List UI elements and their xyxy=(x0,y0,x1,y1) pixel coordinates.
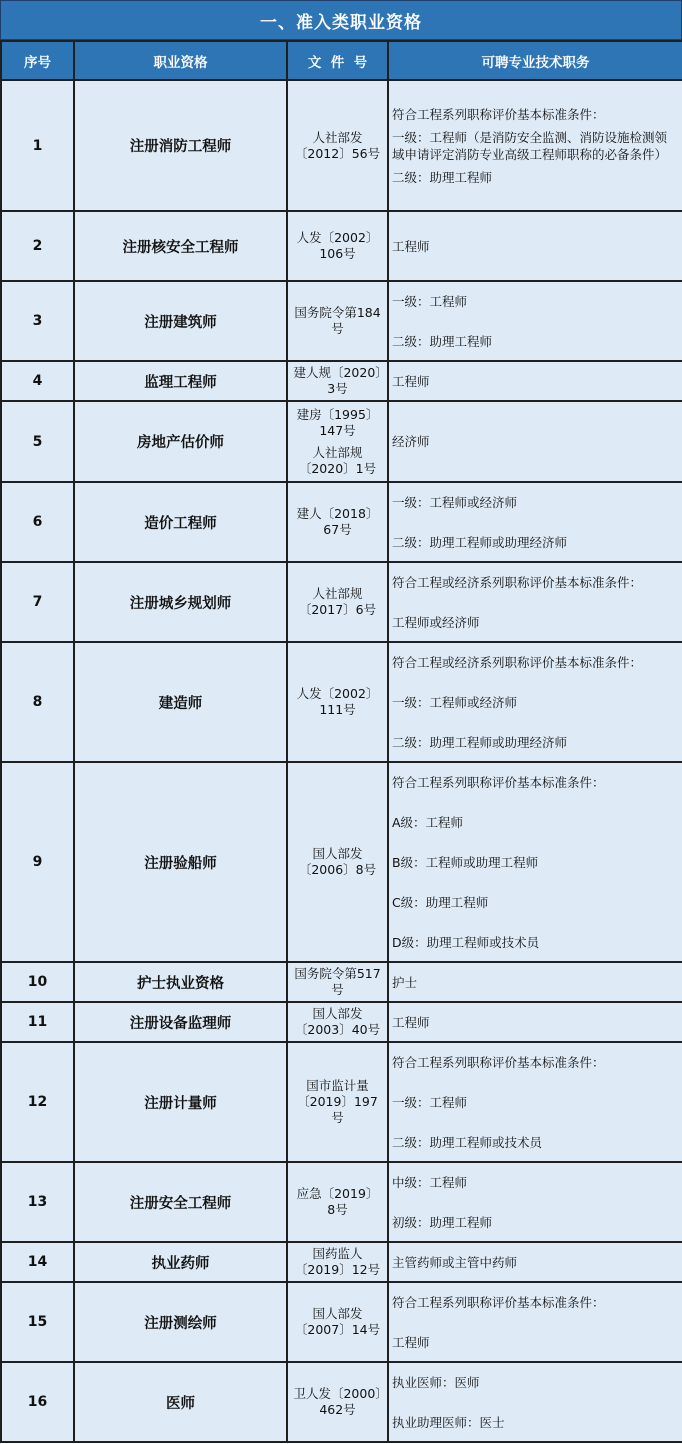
qualification-name: 注册测绘师 xyxy=(74,1282,287,1362)
eligible-post xyxy=(388,281,682,361)
table-row xyxy=(1,642,682,762)
document-line: 人发〔2002〕106号 xyxy=(296,230,379,261)
qualification-name: 注册计量师 xyxy=(74,1042,287,1162)
table-row xyxy=(1,1242,682,1282)
document-number xyxy=(287,1042,388,1162)
row-number: 11 xyxy=(1,1002,74,1042)
document-line: 人社部规〔2017〕6号 xyxy=(298,586,377,617)
document-number xyxy=(287,1282,388,1362)
row-number: 10 xyxy=(1,962,74,1002)
eligible-post xyxy=(388,1362,682,1442)
row-number: 3 xyxy=(1,281,74,361)
post-line: 符合工程或经济系列职称评价基本标准条件： xyxy=(392,654,643,670)
post-line: B级：工程师或助理工程师 xyxy=(392,854,539,870)
eligible-post xyxy=(388,1042,682,1162)
table-row xyxy=(1,962,682,1002)
post-line: 二级：助理工程师或技术员 xyxy=(392,1134,543,1150)
document-line: 人社部规〔2020〕1号 xyxy=(298,444,377,476)
post-line: A级：工程师 xyxy=(392,814,464,830)
table-row xyxy=(1,1282,682,1362)
post-line: 工程师或经济师 xyxy=(392,614,480,630)
post-line: 一级：工程师或经济师 xyxy=(392,494,518,510)
table-row xyxy=(1,211,682,281)
document-line: 建人〔2018〕67号 xyxy=(296,506,379,537)
table-row xyxy=(1,80,682,211)
row-number: 9 xyxy=(1,762,74,962)
eligible-post xyxy=(388,80,682,211)
row-number: 12 xyxy=(1,1042,74,1162)
post-line: 工程师 xyxy=(392,373,430,389)
document-number xyxy=(287,562,388,642)
qualification-name: 注册城乡规划师 xyxy=(74,562,287,642)
document-line: 人发〔2002〕111号 xyxy=(296,686,379,717)
post-line: 一级：工程师或经济师 xyxy=(392,694,518,710)
document-number xyxy=(287,1162,388,1242)
eligible-post xyxy=(388,562,682,642)
qualification-name: 医师 xyxy=(74,1362,287,1442)
post-line: 执业助理医师：医士 xyxy=(392,1414,505,1430)
post-line: 一级：工程师（是消防安全监测、消防设施检测领域申请评定消防专业高级工程师职称的必备条件） xyxy=(392,129,668,162)
document-line: 国人部发〔2003〕40号 xyxy=(294,1006,381,1037)
table-title: 一、准入类职业资格 xyxy=(0,0,682,40)
post-line: 一级：工程师 xyxy=(392,293,468,309)
qualification-name: 监理工程师 xyxy=(74,361,287,401)
post-line: 二级：助理工程师 xyxy=(392,333,493,349)
qualification-name: 建造师 xyxy=(74,642,287,762)
row-number: 5 xyxy=(1,401,74,482)
table-row xyxy=(1,1362,682,1442)
table-row xyxy=(1,1162,682,1242)
row-number: 6 xyxy=(1,482,74,562)
qualification-name: 注册设备监理师 xyxy=(74,1002,287,1042)
post-line: 工程师 xyxy=(392,1334,430,1350)
document-line: 国人部发〔2006〕8号 xyxy=(298,846,377,877)
document-line: 国务院令第517号 xyxy=(294,966,381,997)
document-number xyxy=(287,642,388,762)
table-row xyxy=(1,762,682,962)
document-number xyxy=(287,211,388,281)
document-number xyxy=(287,80,388,211)
document-number xyxy=(287,361,388,401)
post-line: 符合工程系列职称评价基本标准条件： xyxy=(392,774,605,790)
eligible-post xyxy=(388,642,682,762)
eligible-post xyxy=(388,482,682,562)
document-line: 卫人发〔2000〕462号 xyxy=(293,1386,382,1417)
row-number: 15 xyxy=(1,1282,74,1362)
document-number xyxy=(287,1242,388,1282)
row-number: 7 xyxy=(1,562,74,642)
eligible-post xyxy=(388,962,682,1002)
table-row xyxy=(1,1042,682,1162)
row-number: 1 xyxy=(1,80,74,211)
qualification-name: 房地产估价师 xyxy=(74,401,287,482)
eligible-post xyxy=(388,1282,682,1362)
eligible-post xyxy=(388,401,682,482)
row-number: 4 xyxy=(1,361,74,401)
qualification-table xyxy=(0,40,682,1443)
table-row xyxy=(1,1002,682,1042)
qualification-name: 护士执业资格 xyxy=(74,962,287,1002)
header-doc: 文 件 号 xyxy=(287,41,388,80)
qualification-name: 注册核安全工程师 xyxy=(74,211,287,281)
header-post: 可聘专业技术职务 xyxy=(388,41,682,80)
document-number xyxy=(287,1002,388,1042)
qualification-name: 造价工程师 xyxy=(74,482,287,562)
row-number: 8 xyxy=(1,642,74,762)
post-line: C级：助理工程师 xyxy=(392,894,489,910)
row-number: 14 xyxy=(1,1242,74,1282)
table-row xyxy=(1,281,682,361)
post-line: 初级：助理工程师 xyxy=(392,1214,493,1230)
document-line: 国药监人〔2019〕12号 xyxy=(294,1246,381,1277)
document-number xyxy=(287,281,388,361)
qualification-name: 注册建筑师 xyxy=(74,281,287,361)
row-number: 13 xyxy=(1,1162,74,1242)
table-row xyxy=(1,482,682,562)
eligible-post xyxy=(388,361,682,401)
document-line: 国人部发〔2007〕14号 xyxy=(294,1306,381,1337)
qualification-name: 注册验船师 xyxy=(74,762,287,962)
row-number: 2 xyxy=(1,211,74,281)
document-line: 应急〔2019〕8号 xyxy=(296,1186,379,1217)
document-number xyxy=(287,762,388,962)
document-number xyxy=(287,482,388,562)
document-number xyxy=(287,401,388,482)
eligible-post xyxy=(388,762,682,962)
qualification-name: 执业药师 xyxy=(74,1242,287,1282)
eligible-post xyxy=(388,1002,682,1042)
document-number xyxy=(287,962,388,1002)
eligible-post xyxy=(388,1162,682,1242)
post-line: 执业医师：医师 xyxy=(392,1374,480,1390)
table-body xyxy=(1,80,682,1442)
post-line: 主管药师或主管中药师 xyxy=(392,1254,518,1270)
table-row xyxy=(1,361,682,401)
row-number: 16 xyxy=(1,1362,74,1442)
post-line: 符合工程系列职称评价基本标准条件： xyxy=(392,106,605,122)
post-line: 工程师 xyxy=(392,238,430,254)
document-line: 国务院令第184号 xyxy=(294,305,381,336)
post-line: 一级：工程师 xyxy=(392,1094,468,1110)
document-line: 建房〔1995〕147号 xyxy=(296,406,379,438)
header-row xyxy=(1,41,682,80)
post-line: 中级：工程师 xyxy=(392,1174,468,1190)
post-line: 二级：助理工程师 xyxy=(392,169,493,185)
post-line: 二级：助理工程师或助理经济师 xyxy=(392,734,568,750)
document-line: 建人规〔2020〕3号 xyxy=(293,365,382,396)
post-line: 符合工程或经济系列职称评价基本标准条件： xyxy=(392,574,643,590)
header-no: 序号 xyxy=(1,41,74,80)
post-line: 二级：助理工程师或助理经济师 xyxy=(392,534,568,550)
post-line: 符合工程系列职称评价基本标准条件： xyxy=(392,1294,605,1310)
document-line: 国市监计量〔2019〕197号 xyxy=(297,1078,378,1125)
post-line: 工程师 xyxy=(392,1014,430,1030)
qualification-name: 注册消防工程师 xyxy=(74,80,287,211)
document-line: 人社部发〔2012〕56号 xyxy=(294,129,381,161)
qualification-name: 注册安全工程师 xyxy=(74,1162,287,1242)
eligible-post xyxy=(388,1242,682,1282)
post-line: 符合工程系列职称评价基本标准条件： xyxy=(392,1054,605,1070)
header-name: 职业资格 xyxy=(74,41,287,80)
post-line: 经济师 xyxy=(392,434,430,449)
post-line: D级：助理工程师或技术员 xyxy=(392,934,540,950)
table-row xyxy=(1,401,682,482)
eligible-post xyxy=(388,211,682,281)
document-number xyxy=(287,1362,388,1442)
post-line: 护士 xyxy=(392,974,418,990)
table-row xyxy=(1,562,682,642)
